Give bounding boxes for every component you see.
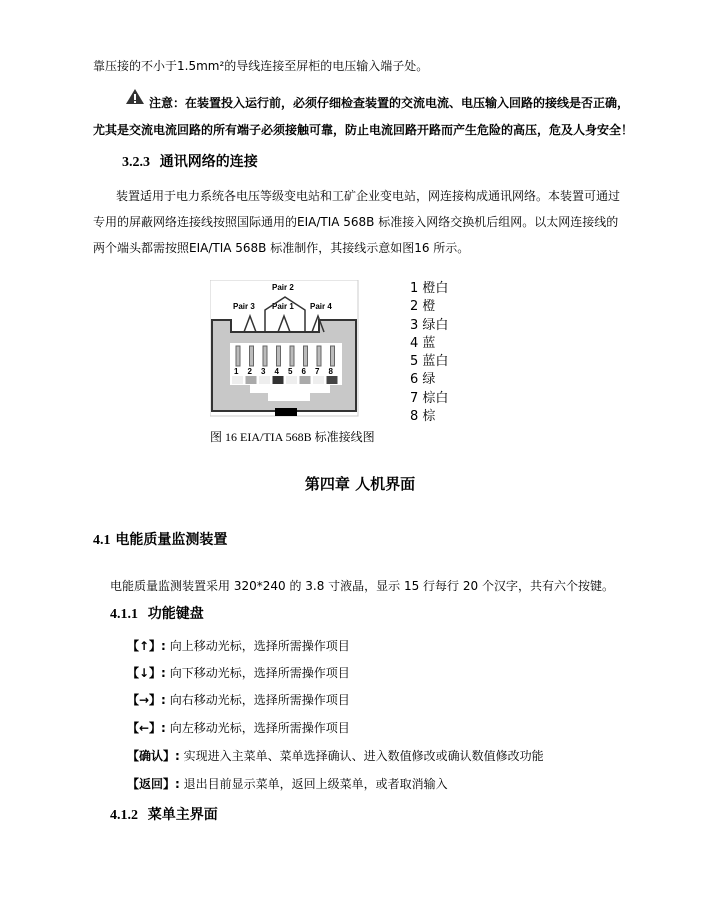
- pin-number: 4: [274, 367, 279, 376]
- pair-label: Pair 4: [310, 302, 332, 311]
- section-title: 菜单主界面: [147, 807, 218, 823]
- key-desc: 向右移动光标，选择所需操作项目: [169, 693, 350, 707]
- key-label: 【↑】:: [127, 639, 166, 653]
- pair-label: Pair 3: [233, 302, 255, 311]
- key-desc: 向左移动光标，选择所需操作项目: [169, 721, 350, 735]
- pin-contact: [263, 346, 267, 366]
- legend-item: 1 橙白: [410, 281, 449, 296]
- section-4-1-text: 电能质量监测装置采用 320*240 的 3.8 寸液晶，显示 15 行每行 20 个汉字，共有六个按键。: [110, 579, 614, 593]
- paragraph-line: 两个端头都需按照EIA/TIA 568B 标准制作，其接线示意如图16 所示。: [93, 241, 470, 255]
- key-desc: 实现进入主菜单、菜单选择确认、进入数值修改或确认数值修改功能: [183, 749, 544, 763]
- key-label: 【确认】:: [127, 749, 180, 763]
- key-desc: 退出目前显示菜单，返回上级菜单，或者取消输入: [183, 777, 448, 791]
- key-desc: 向下移动光标，选择所需操作项目: [169, 666, 350, 680]
- paragraph-line: 装置适用于电力系统各电压等级变电站和工矿企业变电站，网连接构成通讯网络。本装置可通过: [116, 189, 621, 203]
- wire-color-block: [300, 376, 311, 384]
- pin-number: 7: [315, 367, 320, 376]
- key-description-item: [127, 665, 350, 681]
- legend-item: 3 绿白: [410, 317, 449, 333]
- paragraph-line: 专用的屏蔽网络连接线按照国际通用的EIA/TIA 568B 标准接入网络交换机后组网。以太网连接线的: [93, 215, 619, 229]
- pin-contact: [277, 346, 281, 366]
- pin-contact: [304, 346, 308, 366]
- key-description-item: [127, 638, 350, 654]
- key-desc: 向上移动光标，选择所需操作项目: [169, 639, 350, 653]
- section-heading-4-1: [93, 532, 227, 549]
- legend-item: 4 蓝: [410, 335, 436, 351]
- pin-number: 5: [288, 367, 293, 376]
- wire-color-block: [246, 376, 257, 384]
- key-description-item: [127, 776, 448, 792]
- section-title: 功能键盘: [147, 606, 204, 622]
- section-number: 4.1: [93, 533, 111, 548]
- key-description-item: [127, 748, 544, 764]
- warning-triangle-icon: [125, 88, 145, 105]
- wire-color-block: [327, 376, 338, 384]
- warning-line-1: 注意：在装置投入运行前，必须仔细检查装置的交流电流、电压输入回路的接线是否正确，: [149, 96, 630, 110]
- wire-color-block: [259, 376, 270, 384]
- pin-number: 2: [247, 367, 252, 376]
- pin-number: 8: [328, 367, 333, 376]
- key-label: 【←】:: [127, 721, 166, 735]
- section-number: 4.1.2: [110, 808, 138, 823]
- pin-number: 3: [261, 367, 266, 376]
- section-title: 通讯网络的连接: [159, 154, 258, 170]
- pin-contact: [317, 346, 321, 366]
- pair-label: Pair 1: [272, 302, 294, 311]
- wiring-legend: [410, 280, 448, 426]
- legend-item: 7 棕白: [410, 390, 449, 406]
- intro-line: 靠压接的不小于1.5mm²的导线连接至屏柜的电压输入端子处。: [93, 59, 429, 73]
- pin-contact: [250, 346, 254, 366]
- wire-color-block: [313, 376, 324, 384]
- rj45-wiring-diagram: [210, 280, 360, 418]
- pin-number: 1: [234, 367, 239, 376]
- legend-item: 6 绿: [410, 372, 436, 388]
- key-label: 【返回】:: [127, 777, 180, 791]
- section-heading-4-1-2: [110, 807, 218, 824]
- section-number: 3.2.3: [122, 155, 150, 170]
- legend-item: 2 橙: [410, 299, 436, 315]
- pin-contact: [290, 346, 294, 366]
- key-label: 【→】:: [127, 693, 166, 707]
- section-title: 电能质量监测装置: [115, 532, 228, 548]
- chapter-title: 第四章 人机界面: [304, 475, 416, 493]
- key-label: 【↓】:: [127, 666, 166, 680]
- warning-line-2: 尤其是交流电流回路的所有端子必须接触可靠，防止电流回路开路而产生危险的高压，危及人身安全！: [93, 123, 634, 137]
- key-description-item: [127, 692, 350, 708]
- wire-color-block: [286, 376, 297, 384]
- section-heading-3-2-3: [122, 154, 258, 171]
- figure-caption: 图 16 EIA/TIA 568B 标准接线图: [210, 430, 375, 444]
- legend-item: 8 棕: [410, 409, 436, 425]
- pin-number: 6: [301, 367, 306, 376]
- wire-color-block: [273, 376, 284, 384]
- section-number: 4.1.1: [110, 607, 138, 622]
- pin-contact: [236, 346, 240, 366]
- wire-color-block: [232, 376, 243, 384]
- pin-contact: [331, 346, 335, 366]
- pair-label: Pair 2: [272, 283, 294, 292]
- legend-item: 5 蓝白: [410, 354, 449, 370]
- section-heading-4-1-1: [110, 606, 204, 623]
- key-description-item: [127, 720, 350, 736]
